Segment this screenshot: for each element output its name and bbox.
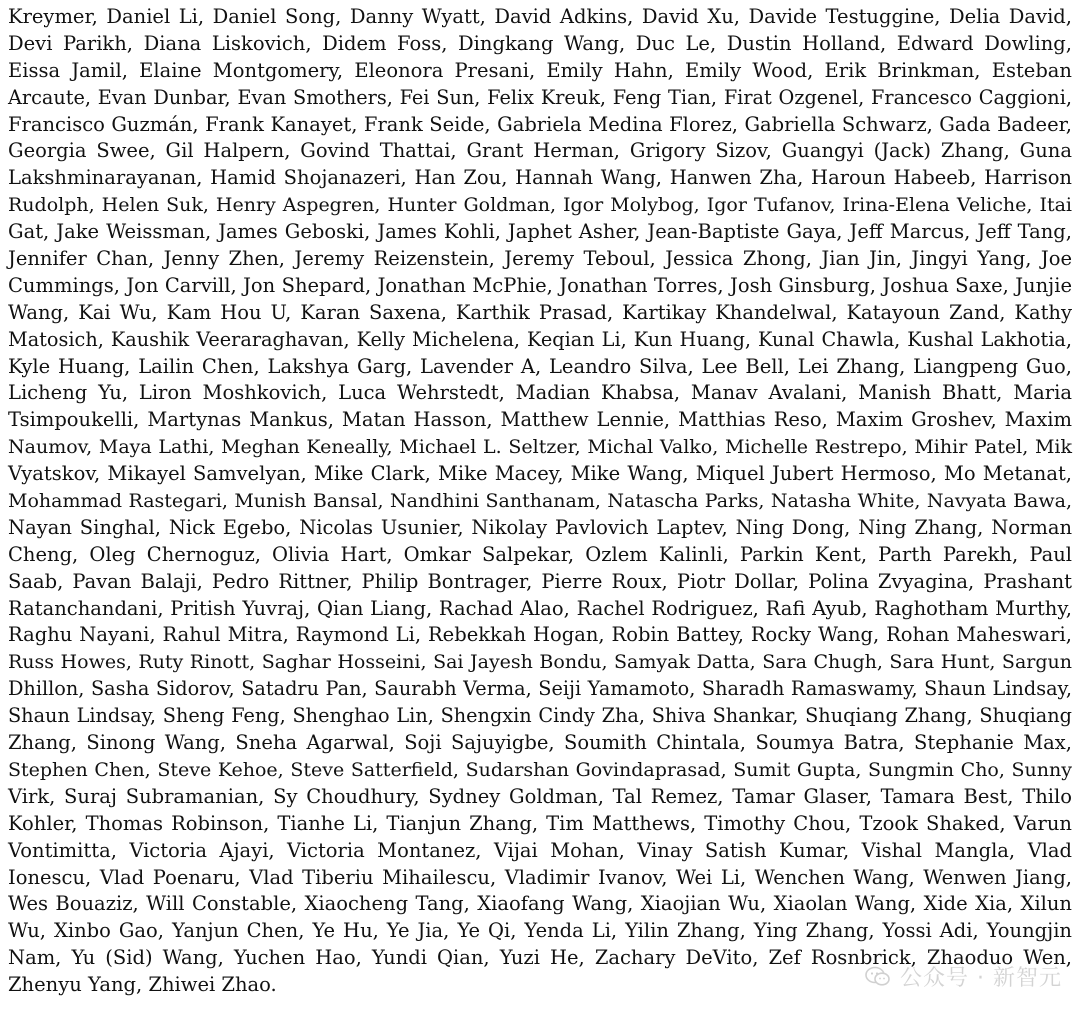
author-line: Rudolph, Helen Suk, Henry Aspegren, Hunter Goldman, Igor Molybog, Igor Tufanov, Irina-Elena Veliche, Itai: [8, 194, 1072, 217]
author-line: Wang, Kai Wu, Kam Hou U, Karan Saxena, Karthik Prasad, Kartikay Khandelwal, Katayoun Zand, Kathy: [8, 300, 1072, 324]
watermark: [864, 961, 1062, 992]
author-line: Lakshminarayanan, Hamid Shojanazeri, Han Zou, Hannah Wang, Hanwen Zha, Haroun Habeeb, Harrison: [8, 166, 1072, 190]
author-line: Nam, Yu (Sid) Wang, Yuchen Hao, Yundi Qian, Yuzi He, Zachary DeVito, Zef Rosnbrick, Zhaoduo Wen,: [8, 946, 1072, 970]
author-line: Stephen Chen, Steve Kehoe, Steve Satterfield, Sudarshan Govindaprasad, Sumit Gupta, Sungmin Cho, Sunny: [8, 758, 1072, 781]
wechat-icon: [864, 963, 892, 991]
author-line: Kyle Huang, Lailin Chen, Lakshya Garg, Lavender A, Leandro Silva, Lee Bell, Lei Zhang, Liangpeng Guo,: [8, 354, 1072, 378]
author-line: Shaun Lindsay, Sheng Feng, Shenghao Lin, Shengxin Cindy Zha, Shiva Shankar, Shuqiang Zhang, Shuqiang: [8, 704, 1072, 728]
author-line: Francisco Guzmán, Frank Kanayet, Frank Seide, Gabriela Medina Florez, Gabriella Schwarz, Gada Badeer,: [8, 112, 1072, 136]
author-line: Gat, Jake Weissman, James Geboski, James Kohli, Japhet Asher, Jean-Baptiste Gaya, Jeff Marcus, Jeff Tang,: [8, 220, 1072, 244]
author-line: Wu, Xinbo Gao, Yanjun Chen, Ye Hu, Ye Jia, Ye Qi, Yenda Li, Yilin Zhang, Ying Zhang, Yossi Adi, Youngjin: [8, 919, 1072, 943]
author-line: Ionescu, Vlad Poenaru, Vlad Tiberiu Mihailescu, Vladimir Ivanov, Wei Li, Wenchen Wang, Wenwen Jiang,: [8, 865, 1072, 889]
watermark-text: 公众号 · 新智元: [900, 966, 1062, 991]
author-line: Eissa Jamil, Elaine Montgomery, Eleonora Presani, Emily Hahn, Emily Wood, Erik Brinkman, Esteban: [8, 58, 1072, 82]
author-line: Kohler, Thomas Robinson, Tianhe Li, Tianjun Zhang, Tim Matthews, Timothy Chou, Tzook Shaked, Varun: [8, 811, 1072, 835]
author-line: Raghu Nayani, Rahul Mitra, Raymond Li, Rebekkah Hogan, Robin Battey, Rocky Wang, Rohan Maheswari,: [8, 623, 1072, 647]
author-line: Russ Howes, Ruty Rinott, Saghar Hosseini, Sai Jayesh Bondu, Samyak Datta, Sara Chugh, Sara Hunt, Sargun: [8, 651, 1072, 674]
author-line: Georgia Swee, Gil Halpern, Govind Thattai, Grant Herman, Grigory Sizov, Guangyi (Jack) Zhang, Guna: [8, 139, 1072, 163]
author-line: Devi Parikh, Diana Liskovich, Didem Foss, Dingkang Wang, Duc Le, Dustin Holland, Edward Dowling,: [8, 31, 1072, 55]
author-line: Mohammad Rastegari, Munish Bansal, Nandhini Santhanam, Natascha Parks, Natasha White, Navyata Bawa,: [8, 490, 1072, 513]
author-line: Kreymer, Daniel Li, Daniel Song, Danny Wyatt, David Adkins, David Xu, Davide Testuggine, Delia David,: [8, 5, 1072, 28]
author-line: Saab, Pavan Balaji, Pedro Rittner, Philip Bontrager, Pierre Roux, Piotr Dollar, Polina Zvyagina, Prashant: [8, 569, 1072, 593]
author-line: Tsimpoukelli, Martynas Mankus, Matan Hasson, Matthew Lennie, Matthias Reso, Maxim Groshev, Maxim: [8, 408, 1072, 432]
author-line: Matosich, Kaushik Veeraraghavan, Kelly Michelena, Keqian Li, Kun Huang, Kunal Chawla, Kushal Lakhotia,: [8, 327, 1072, 351]
author-line: Dhillon, Sasha Sidorov, Satadru Pan, Saurabh Verma, Seiji Yamamoto, Sharadh Ramaswamy, Shaun Lindsay,: [8, 677, 1072, 701]
author-line: Virk, Suraj Subramanian, Sy Choudhury, Sydney Goldman, Tal Remez, Tamar Glaser, Tamara Best, Thilo: [8, 784, 1072, 808]
author-line: Nayan Singhal, Nick Egebo, Nicolas Usunier, Nikolay Pavlovich Laptev, Ning Dong, Ning Zhang, Norman: [8, 515, 1072, 539]
author-line: Jennifer Chan, Jenny Zhen, Jeremy Reizenstein, Jeremy Teboul, Jessica Zhong, Jian Jin, Jingyi Yang, Joe: [8, 247, 1072, 271]
author-line: Cummings, Jon Carvill, Jon Shepard, Jonathan McPhie, Jonathan Torres, Josh Ginsburg, Joshua Saxe, Junjie: [8, 273, 1072, 297]
author-line: Naumov, Maya Lathi, Meghan Keneally, Michael L. Seltzer, Michal Valko, Michelle Restrepo, Mihir Patel, Mik: [8, 436, 1072, 459]
author-line: Vyatskov, Mikayel Samvelyan, Mike Clark, Mike Macey, Mike Wang, Miquel Jubert Hermoso, Mo Metanat,: [8, 462, 1072, 486]
author-line: Ratanchandani, Pritish Yuvraj, Qian Liang, Rachad Alao, Rachel Rodriguez, Rafi Ayub, Raghotham Murthy,: [8, 596, 1072, 620]
author-line: Zhenyu Yang, Zhiwei Zhao.: [8, 973, 277, 997]
author-list: [8, 4, 1072, 999]
author-line: Wes Bouaziz, Will Constable, Xiaocheng Tang, Xiaofang Wang, Xiaojian Wu, Xiaolan Wang, Xide Xia, Xilun: [8, 892, 1072, 916]
author-line: Licheng Yu, Liron Moshkovich, Luca Wehrstedt, Madian Khabsa, Manav Avalani, Manish Bhatt, Maria: [8, 381, 1072, 405]
author-line: Arcaute, Evan Dunbar, Evan Smothers, Fei Sun, Felix Kreuk, Feng Tian, Firat Ozgenel, Francesco Caggioni,: [8, 85, 1072, 109]
author-line: Vontimitta, Victoria Ajayi, Victoria Montanez, Vijai Mohan, Vinay Satish Kumar, Vishal Mangla, Vlad: [8, 838, 1072, 862]
author-line: Zhang, Sinong Wang, Sneha Agarwal, Soji Sajuyigbe, Soumith Chintala, Soumya Batra, Stephanie Max,: [8, 731, 1072, 755]
author-line: Cheng, Oleg Chernoguz, Olivia Hart, Omkar Salpekar, Ozlem Kalinli, Parkin Kent, Parth Parekh, Paul: [8, 542, 1072, 566]
